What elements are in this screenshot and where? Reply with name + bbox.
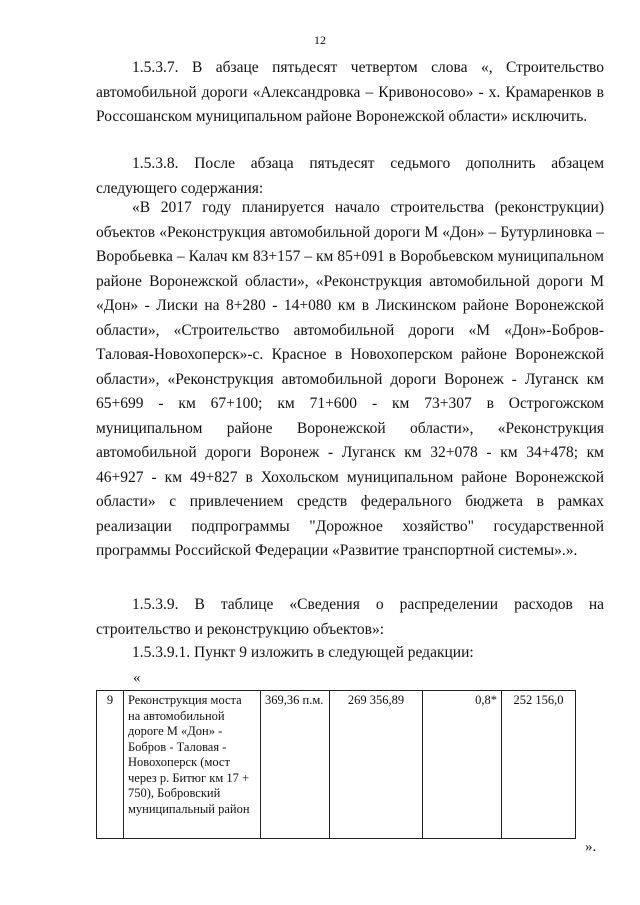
table-opening-quote: «: [133, 670, 141, 686]
amount-cell: 252 156,0: [502, 691, 576, 839]
readiness-percent-cell: 0,8*: [423, 691, 502, 839]
paragraph-quoted-insert: «В 2017 году планируется начало строительства (реконструкции) объектов «Реконструкция автомобильной дороги М «Дон» – Бутурлиновка – Воробьевка – Калач км 83+157 – км 85+091 в Воробьевском муниципальном районе Воронежской области», «Реконструкция автомобильной дороги М «Дон» - Лиски на 8+280 - 14+080 км в Лискинском районе Воронежской области», «Строительство автомобильной дороги «М «Дон»-Бобров-Таловая-Новохоперск»-с. Красное в Новохоперском районе Воронежской области», «Реконструкция автомобильной дороги Воронеж - Луганск км 65+699 - км 67+100; км 71+600 - км 73+307 в Острогожском муниципальном районе Воронежской области», «Реконструкция автомобильной дороги Воронеж - Луганск км 32+078 - км 34+478; км 46+927 - км 49+827 в Хохольском муниципальном районе Воронежской области» с привлечением средств федерального бюджета в рамках реализации подпрограммы "Дорожное хозяйство" государственной программы Российской Федерации «Развитие транспортной системы».».: [96, 199, 604, 559]
estimated-cost-cell: 269 356,89: [330, 691, 423, 839]
object-name-cell: Реконструкция моста на автомобильной дороге М «Дон» - Бобров - Таловая - Новохоперск (мост через р. Битюг км 17 + 750), Бобровский муниципальный район: [124, 691, 261, 839]
table-closing-quote: ».: [585, 839, 597, 855]
table-row: [97, 691, 576, 839]
paragraph-1-5-3-9: 1.5.3.9. В таблице «Сведения о распределении расходов на строительство и реконструкцию объектов»:: [96, 596, 604, 638]
capacity-cell: 369,36 п.м.: [261, 691, 330, 839]
row-number-cell: 9: [97, 691, 124, 839]
paragraph-1-5-3-8: 1.5.3.8. После абзаца пятьдесят седьмого дополнить абзацем следующего содержания:: [96, 155, 604, 197]
paragraph-1-5-3-9-1: 1.5.3.9.1. Пункт 9 изложить в следующей редакции:: [132, 644, 474, 661]
expenses-table: [96, 690, 576, 839]
paragraph-1-5-3-7: 1.5.3.7. В абзаце пятьдесят четвертом слова «, Строительство автомобильной дороги «Александровка – Кривоносово» - х. Крамаренков в Россошанском муниципальном районе Воронежской области» исключить.: [96, 59, 604, 125]
page-number: 12: [314, 33, 326, 47]
